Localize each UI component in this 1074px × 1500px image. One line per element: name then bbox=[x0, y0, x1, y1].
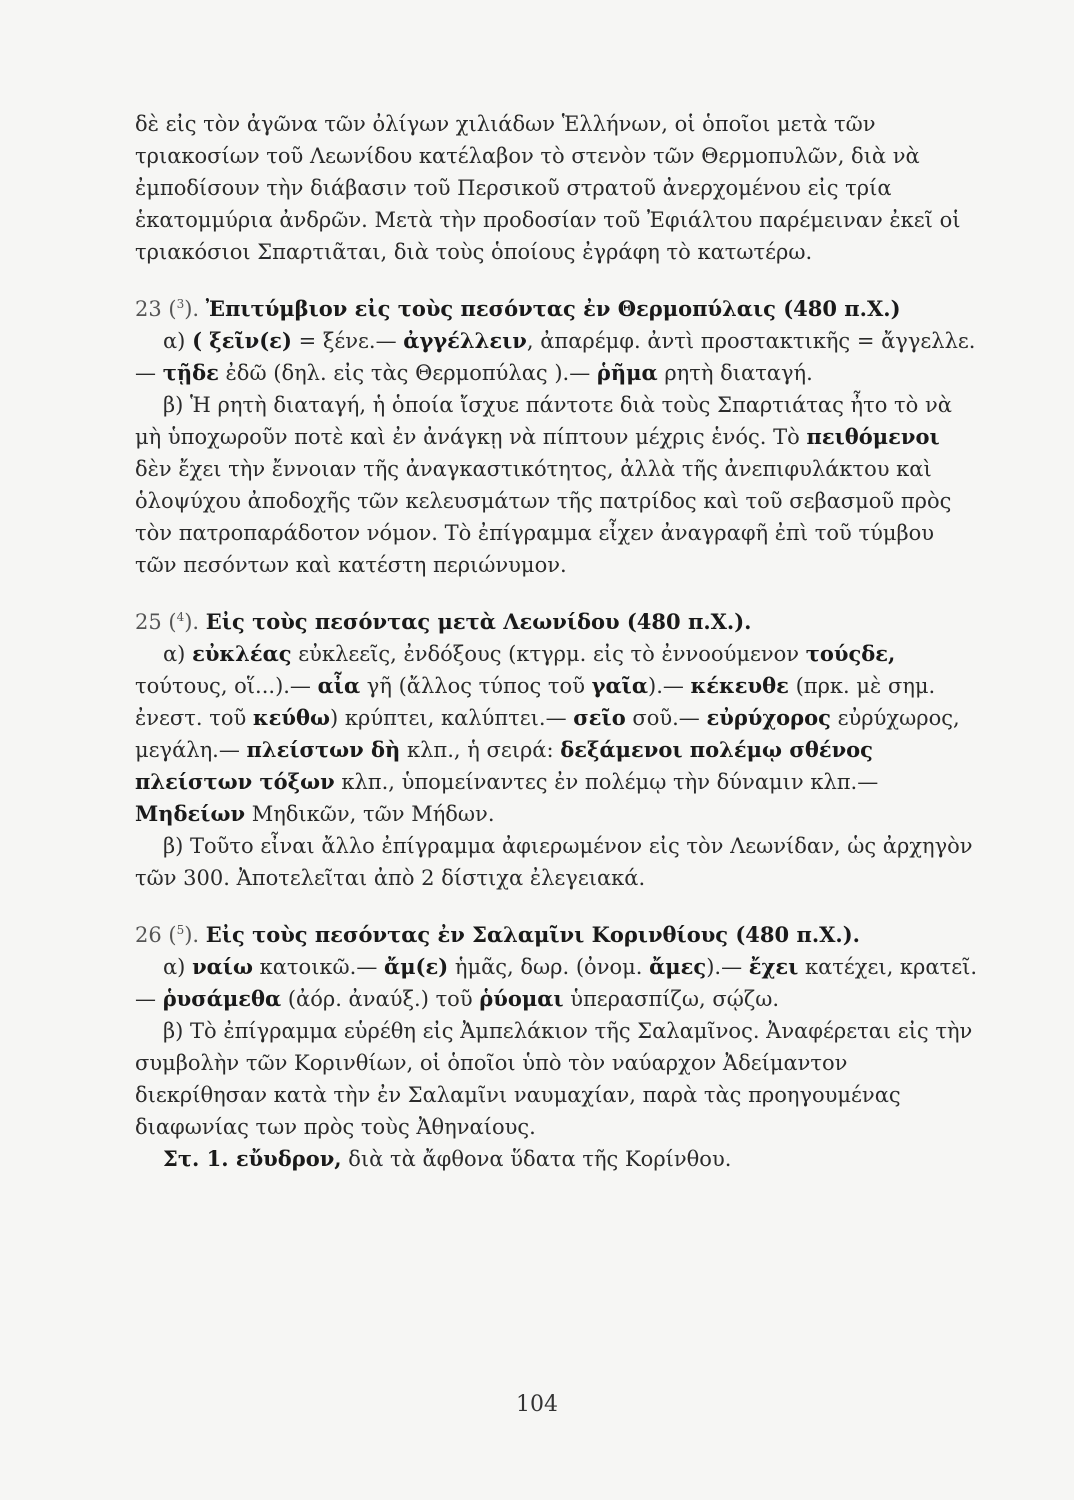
lemma: εὐρύχορος bbox=[706, 705, 831, 730]
lemma: ῥυσάμεθα bbox=[162, 986, 282, 1011]
section-26-note-b bbox=[135, 1015, 980, 1143]
lemma: ἄμ(ε) bbox=[384, 954, 449, 979]
lemma: ἄμες bbox=[649, 954, 707, 979]
lemma: ῥύομαι bbox=[479, 986, 564, 1011]
commentary: Ἡ ρητὴ διαταγή, ἡ ὁποία ἴσχυε πάντοτε διὰ τοὺς Σπαρτιάτας ἦτο τὸ νὰ μὴ ὑποχωροῦν ποτὲ καὶ ἐν ἀνάγκῃ νὰ πίπτουν μέχρις ἑνός. Τὸ bbox=[135, 393, 952, 449]
lemma: ἀγγέλλειν bbox=[403, 328, 527, 353]
section-26-number: 26 ( bbox=[135, 923, 177, 947]
section-25-note-a bbox=[135, 638, 980, 830]
lemma: ἔχει bbox=[748, 954, 799, 979]
section-25-title: Εἰς τοὺς πεσόντας μετὰ Λεωνίδου (480 π.Χ.). bbox=[205, 609, 752, 634]
gloss: σοῦ.— bbox=[625, 706, 707, 730]
section-25-note-b bbox=[135, 830, 980, 894]
lemma: ῥῆμα bbox=[596, 360, 658, 385]
lemma: ( ξεῖν(ε) bbox=[192, 328, 292, 353]
lemma: γαῖα bbox=[591, 673, 648, 698]
section-26-title: Εἰς τοὺς πεσόντας ἐν Σαλαμῖνι Κορινθίους (480 π.Χ.). bbox=[205, 922, 860, 947]
note-b-label: β) bbox=[163, 834, 191, 858]
section-25-number: 25 ( bbox=[135, 610, 177, 634]
section-25-heading bbox=[135, 601, 980, 638]
lemma: σεῖο bbox=[573, 705, 626, 730]
gloss: ὑπερασπίζω, σῴζω. bbox=[563, 987, 780, 1011]
section-23-heading bbox=[135, 288, 980, 325]
gloss: ἐδῶ (δηλ. εἰς τὰς Θερμοπύλας ).— bbox=[218, 361, 597, 385]
page-number: 104 bbox=[516, 1392, 558, 1417]
section-26-heading bbox=[135, 914, 980, 951]
lemma: αἶα bbox=[317, 673, 361, 698]
gloss: , ἀπαρέμφ. ἀντὶ προστακτικῆς = ἄγγελλε.— bbox=[135, 329, 976, 385]
commentary: Τὸ ἐπίγραμμα εὑρέθη εἰς Ἀμπελάκιον τῆς Σαλαμῖνος. Ἀναφέρεται εἰς τὴν συμβολὴν τῶν Κορινθίων, οἱ ὁποῖοι ὑπὸ τὸν ναύαρχον Ἀδείμαντον διεκρίθησαν κατὰ τὴν ἐν Σαλαμῖνι ναυμαχίαν, παρὰ τὰς προηγουμένας διαφωνίας των πρὸς τοὺς Ἀθηναίους. bbox=[135, 1019, 973, 1139]
commentary: Τοῦτο εἶναι ἄλλο ἐπίγραμμα ἀφιερωμένον εἰς τὸν Λεωνίδαν, ὡς ἀρχηγὸν τῶν 300. Ἀποτελεῖται ἀπὸ 2 δίστιχα ἐλεγειακά. bbox=[135, 834, 973, 890]
lemma: κέκευθε bbox=[690, 673, 789, 698]
footnote-ref-5: 5 bbox=[176, 923, 185, 937]
gloss: (πρκ. μὲ σημ. ἐνεστ. τοῦ bbox=[135, 674, 936, 730]
note-b-label: β) bbox=[163, 393, 191, 417]
gloss: κατοικῶ.— bbox=[252, 955, 385, 979]
commentary: δὲν ἔχει τὴν ἔννοιαν τῆς ἀναγκαστικότητος, ἀλλὰ τῆς ἀνεπιφυλάκτου καὶ ὁλοψύχου ἀποδοχῆς τῶν κελευσμάτων τῆς πατρίδος καὶ τοῦ σεβασμοῦ πρὸς τὸν πατροπαράδοτον νόμον. Τὸ ἐπίγραμμα εἶχεν ἀναγραφῆ ἐπὶ τοῦ τύμβου τῶν πεσόντων καὶ κατέστη περιώνυμον. bbox=[135, 457, 952, 577]
gloss: εὐκλεεῖς, ἐνδόξους (κτγρμ. εἰς τὸ ἐννοούμενον bbox=[291, 642, 806, 666]
lemma: πλείστων δὴ bbox=[246, 737, 401, 762]
gloss: ).— bbox=[706, 955, 749, 979]
gloss: εὐρύχωρος, μεγάλη.— bbox=[135, 706, 960, 762]
lemma: κεύθω bbox=[252, 705, 331, 730]
gloss: κλπ., ὑπομείναντες ἐν πολέμῳ τὴν δύναμιν κλπ.— bbox=[334, 770, 879, 794]
section-23-note-b bbox=[135, 389, 980, 581]
gloss: = ξένε.— bbox=[291, 329, 404, 353]
note-b-label: β) bbox=[163, 1019, 191, 1043]
section-23-number-end: ). bbox=[184, 297, 200, 321]
gloss: Μηδικῶν, τῶν Μήδων. bbox=[245, 802, 495, 826]
lemma: Στ. 1. εὔυδρον, bbox=[163, 1146, 342, 1171]
lemma: τῇδε bbox=[162, 360, 219, 385]
page-body bbox=[135, 108, 980, 1175]
section-26-line-note bbox=[135, 1143, 980, 1175]
lemma: τούςδε, bbox=[805, 641, 896, 666]
note-a-label: α) bbox=[163, 642, 193, 666]
gloss: κλπ., ἡ σειρά: bbox=[400, 738, 561, 762]
gloss: ) κρύπτει, καλύπτει.— bbox=[330, 706, 574, 730]
intro-paragraph: δὲ εἰς τὸν ἀγῶνα τῶν ὀλίγων χιλιάδων Ἑλλήνων, οἱ ὁποῖοι μετὰ τῶν τριακοσίων τοῦ Λεωνίδου κατέλαβον τὸ στενὸν τῶν Θερμοπυλῶν, διὰ νὰ ἐμποδίσουν τὴν διάβασιν τοῦ Περσικοῦ στρατοῦ ἀνερχομένου εἰς τρία ἑκατομμύρια ἀνδρῶν. Μετὰ τὴν προδοσίαν τοῦ Ἐφιάλτου παρέμειναν ἐκεῖ οἱ τριακόσιοι Σπαρτιᾶται, διὰ τοὺς ὁποίους ἐγράφη τὸ κατωτέρω. bbox=[135, 112, 961, 264]
note-a-label: α) bbox=[163, 329, 193, 353]
gloss: ).— bbox=[648, 674, 691, 698]
lemma: πειθόμενοι bbox=[806, 424, 940, 449]
lemma: Μηδείων bbox=[135, 801, 246, 826]
gloss: διὰ τὰ ἄφθονα ὕδατα τῆς Κορίνθου. bbox=[341, 1147, 732, 1171]
lemma: εὐκλέας bbox=[192, 641, 292, 666]
gloss: (ἀόρ. ἀναύξ.) τοῦ bbox=[281, 987, 480, 1011]
section-26-number-end: ). bbox=[184, 923, 200, 947]
note-a-label: α) bbox=[163, 955, 193, 979]
section-25-number-end: ). bbox=[184, 610, 200, 634]
footnote-ref-4: 4 bbox=[176, 610, 185, 624]
section-23-note-a bbox=[135, 325, 980, 389]
gloss: τούτους, οἵ...).— bbox=[135, 674, 318, 698]
gloss: κατέχει, κρατεῖ.— bbox=[135, 955, 977, 1011]
footnote-ref-3: 3 bbox=[176, 297, 185, 311]
lemma: ναίω bbox=[192, 954, 253, 979]
lemma: δεξάμενοι πολέμῳ σθένος πλείστων τόξων bbox=[135, 737, 873, 794]
section-26-note-a bbox=[135, 951, 980, 1015]
section-23-title: Ἐπιτύμβιον εἰς τοὺς πεσόντας ἐν Θερμοπύλαις (480 π.Χ.) bbox=[205, 296, 901, 321]
section-23-number: 23 ( bbox=[135, 297, 177, 321]
gloss: ρητὴ διαταγή. bbox=[657, 361, 813, 385]
gloss: ἡμᾶς, δωρ. (ὀνομ. bbox=[448, 955, 650, 979]
gloss: γῆ (ἄλλος τύπος τοῦ bbox=[360, 674, 592, 698]
